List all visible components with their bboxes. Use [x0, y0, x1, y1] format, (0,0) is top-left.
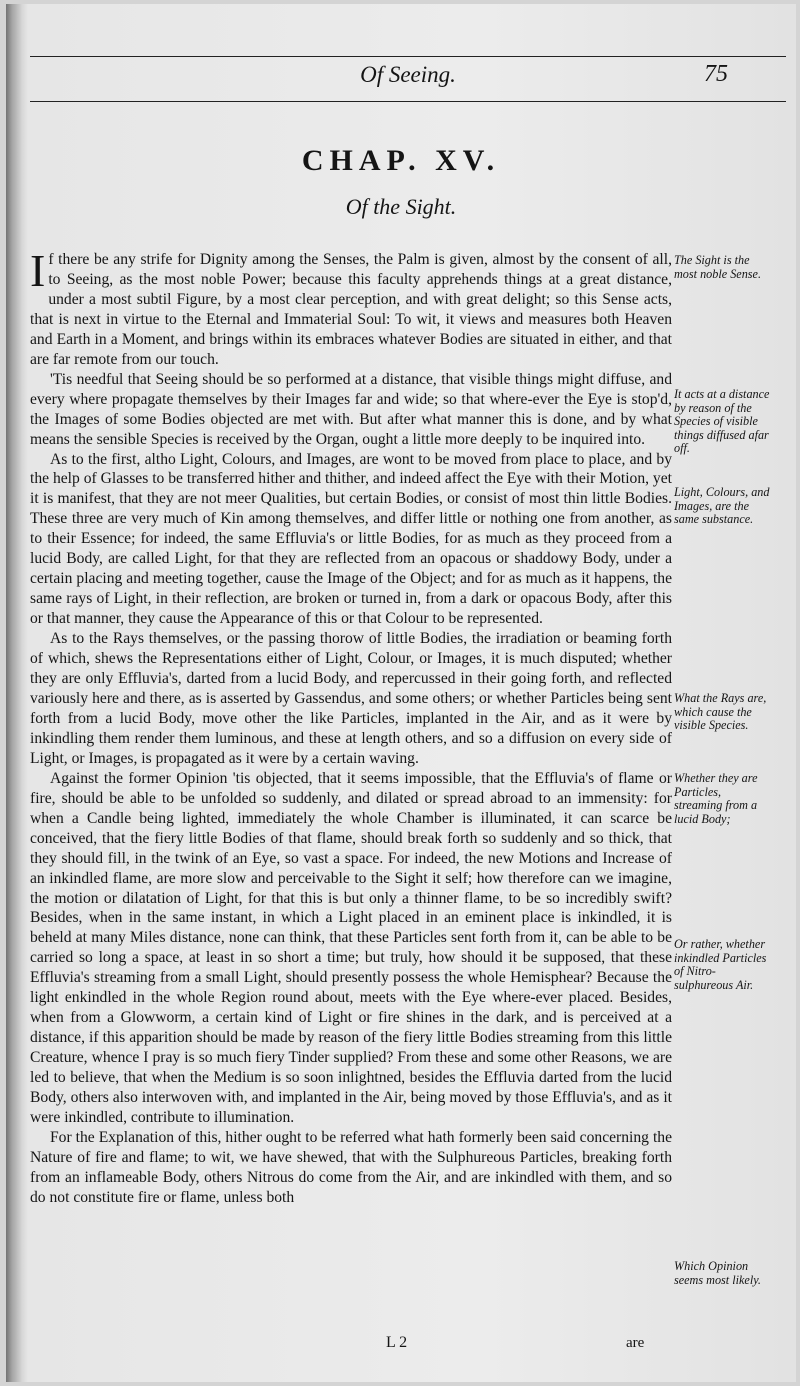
chapter-heading: CHAP. XV.	[301, 144, 501, 177]
body-text	[30, 245, 672, 1208]
paragraph: As to the first, altho Light, Colours, and Images, are wont to be moved from place to place, and by the help of Glasses to be transferred hither and thither, and indeed affect the Eye with their Motion, yet it is manifest, that they are not meer Qualities, but certain Bodies, or consist of most thin little Bodies. These three are very much of Kin among themselves, and differ little or nothing one from another, as to their Essence; for indeed, the same Effluvia's or little Bodies, for as much as they proceed from a lucid Body, are called Light, for that they are reflected from an opacous or shaddowy Body, under a certain placing and meeting together, cause the Image of the Object; and for as much as it happens, the same rays of Light, in their reflection, are broken or turned in, from a dark or opacous Body, after this or that manner, they cause the Appearance of this or that Colour to be represented.	[30, 450, 672, 628]
margin-note: Which Opinion seems most likely.	[674, 1259, 761, 1287]
margin-note: Or rather, whether inkindled Particles of Nitro-sulphureous Air.	[674, 937, 767, 992]
paragraph: Against the former Opinion 'tis objected, that it seems impossible, that the Effluvia's of flame or fire, should be able to be unfolded so suddenly, and dilated or spread abroad to an immensity: for when a Candle being lighted, immediately the whole Chamber is illuminated, it can scarce be conceived, that the fiery little Bodies of that flame, should break forth so suddenly and so thick, that they should fill, in the twink of an Eye, so vast a space. For indeed, the new Motions and Increase of an inkindled flame, are more slow and perceivable to the Sight it self; how therefore can we imagine, the motion or dilatation of Light, for that this is but only a thinner flame, to be so incredibly swift? Besides, when in the same instant, in which a Light placed in an eminent place is inkindled, it is beheld at many Miles distance, none can think, that these Particles sent forth from it, can be able to be carried so long a space, at least in so short a time; but truly, how should it be supposed, that these Effluvia's streaming from a small Light, should presently possess the whole Hemisphear? Because the light enkindled in the whole Region round about, meets with the Eye where-ever placed. Besides, when from a Glowworm, a certain kind of Light or fire shines in the dark, and is perceived at a distance, if this apparition should be made by reason of the fiery little Bodies streaming from this little Creature, whence I pray is so much fiery Tinder supplied? From these and some other Reasons, we are led to believe, that when the Medium is so soon inlightned, besides the Effluvia darted from the lucid Body, others also interwoven with, and implanted in the Air, being moved by those Effluvia's, and as it were inkindled, contribute to illumination.	[30, 769, 672, 1126]
paragraph: For the Explanation of this, hither ought to be referred what hath formerly been said concerning the Nature of fire and flame; to wit, we have shewed, that with the Sulphureous Particles, breaking forth from an inflameable Body, others Nitrous do come from the Air, and are inkindled with them, and so do not constitute fire or flame, unless both	[30, 1128, 672, 1206]
margin-note: Light, Colours, and Images, are the same substance.	[674, 485, 770, 526]
margin-note: What the Rays are, which cause the visible Species.	[674, 691, 767, 732]
paragraph-rest: f there be any strife for Dignity among the Senses, the Palm is given, almost by the consent of all, to Seeing, as the most noble Power; because this faculty apprehends things at a great distance, under a most subtil Figure, by a most clear perception, and with great delight; so this Sense acts, that is next in virtue to the Eternal and Immaterial Soul: To wit, it views and measures both Heaven and Earth in a Moment, and brings within its embraces whatever Bodies are situated in either, and that are far remote from our touch.	[30, 251, 672, 368]
page-number: 75	[704, 61, 728, 87]
margin-note: It acts at a distance by reason of the Species of visible things diffused afar off.	[674, 387, 770, 455]
drop-cap: I	[30, 245, 46, 296]
running-title: Of Seeing.	[360, 62, 456, 87]
margin-note: Whether they are Particles, streaming from a lucid Body;	[674, 771, 758, 826]
signature-mark: L 2	[386, 1334, 408, 1351]
chapter-subtitle: Of the Sight.	[345, 194, 457, 219]
margin-note: The Sight is the most noble Sense.	[674, 253, 761, 281]
running-head	[30, 56, 786, 102]
book-page	[6, 4, 796, 1382]
paragraph: As to the Rays themselves, or the passing thorow of little Bodies, the irradiation or beaming forth of which, shews the Representations either of Light, Colour, or Images, it is much disputed; whether they are only Effluvia's, darted from a lucid Body, and repercussed in their going forth, and reflected variously here and there, as is asserted by Gassendus, and some others; or whether Particles being sent forth from a lucid Body, move other the like Particles, implanted in the Air, and as it were by inkindling them render them luminous, and these at length others, and so a diffusion on every side of Light, or Images, is propagated as it were by a certain waving.	[30, 630, 672, 767]
paragraph	[30, 245, 672, 370]
paragraph: 'Tis needful that Seeing should be so performed at a distance, that visible things might diffuse, and every where propagate themselves by their Images far and wide; so that where-ever the Eye is stop'd, the Images of some Bodies objected are met with. But after what manner this is done, and by what means the sensible Species is received by the Organ, ought a little more deeply to be inquired into.	[30, 370, 672, 448]
catchword: are	[626, 1335, 645, 1351]
